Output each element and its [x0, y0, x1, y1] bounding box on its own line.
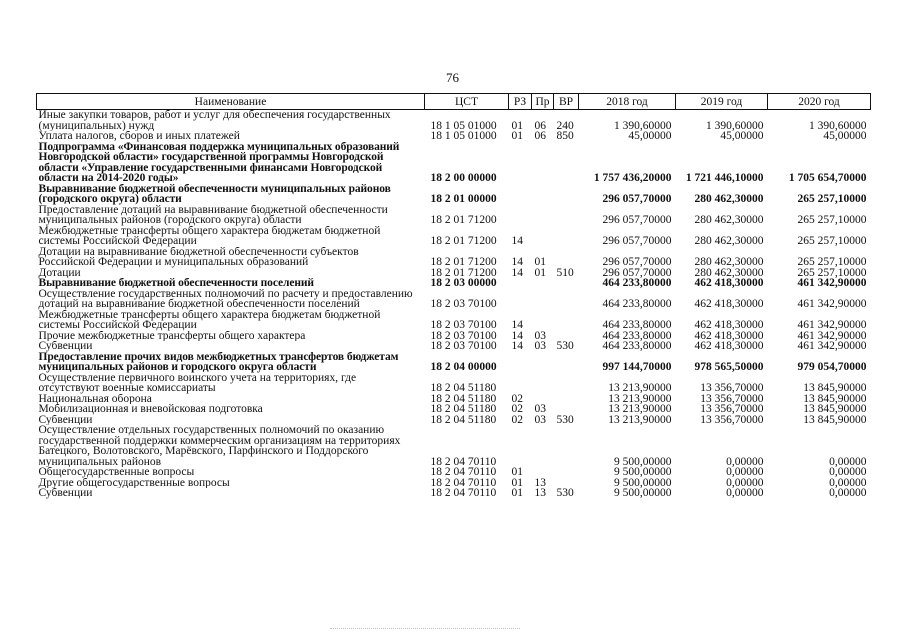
cell-cst: 18 2 03 00000 — [430, 278, 497, 289]
cell-pr: 06 — [534, 131, 546, 142]
cell-pr — [532, 310, 554, 331]
cell-vr — [554, 373, 579, 394]
cell-pr — [532, 352, 554, 373]
cell-name: Выравнивание бюджетной обеспеченности муниципальных районов (городского округа) области — [38, 183, 391, 205]
cell-pr — [532, 184, 554, 205]
cell-name: Дотации на выравнивание бюджетной обеспеченности субъектов Российской Федерации и муниципальных образований — [38, 246, 359, 268]
table-row — [37, 331, 871, 342]
cell-rz — [509, 373, 532, 394]
cell-pr: 03 — [534, 404, 546, 415]
header-name: Наименование — [37, 94, 425, 110]
header-cst: ЦСТ — [425, 94, 509, 110]
cell-rz — [509, 205, 532, 226]
cell-2019: 13 356,70000 — [700, 404, 764, 415]
cell-pr — [532, 425, 554, 467]
cell-pr: 06 — [534, 119, 546, 131]
cell-2019: 0,00000 — [726, 467, 764, 478]
cell-vr — [554, 352, 579, 373]
cell-pr: 03 — [534, 330, 546, 341]
cell-pr — [532, 205, 554, 226]
cell-vr — [554, 205, 579, 226]
cell-2020: 461 342,90000 — [797, 330, 867, 341]
cell-rz: 14 — [511, 341, 523, 352]
cell-2020: 13 845,90000 — [803, 382, 867, 394]
cell-rz: 01 — [511, 119, 523, 131]
table-row — [37, 478, 871, 489]
table-row — [37, 310, 871, 331]
cell-pr — [532, 373, 554, 394]
cell-name: Уплата налогов, сборов и иных платежей — [38, 131, 240, 142]
cell-name: Субвенции — [38, 341, 93, 352]
cell-name: Субвенции — [38, 414, 93, 425]
cell-2020: 461 342,90000 — [797, 341, 867, 352]
cell-vr: 530 — [556, 488, 574, 499]
cell-2020: 265 257,10000 — [797, 267, 867, 278]
table-row — [37, 184, 871, 205]
cell-name: Дотации — [38, 267, 81, 278]
cell-name: Межбюджетные трансферты общего характера бюджетам бюджетной системы Российской Федерации — [38, 225, 381, 247]
cell-2019: 0,00000 — [726, 477, 764, 488]
cell-cst: 18 2 01 71200 — [430, 214, 497, 226]
cell-2018: 296 057,70000 — [602, 214, 672, 226]
cell-name: Субвенции — [38, 488, 93, 499]
cell-vr: 240 — [556, 119, 574, 131]
cell-2019: 978 565,50000 — [694, 361, 764, 373]
cell-name: Межбюджетные трансферты общего характера бюджетам бюджетной системы Российской Федерации — [38, 309, 381, 331]
cell-2019: 462 418,30000 — [694, 278, 764, 289]
cell-pr: 03 — [534, 341, 546, 352]
table-row — [37, 373, 871, 394]
cell-vr — [554, 394, 579, 405]
cell-2019: 1 390,60000 — [706, 119, 764, 131]
cell-pr — [532, 226, 554, 247]
cell-vr — [554, 289, 579, 310]
cell-cst: 18 2 01 71200 — [430, 267, 497, 278]
cell-pr: 03 — [534, 414, 546, 425]
cell-name: Осуществление отдельных государственных полномочий по оказанию государственной поддержки коммерческим организациям на территориях Батецкого, Волотовского, Марёвского, Парфинского и Поддорского муниципальных районов — [38, 425, 401, 467]
table-row — [37, 205, 871, 226]
cell-2020: 979 054,70000 — [797, 361, 867, 373]
cell-2019: 462 418,30000 — [694, 298, 764, 310]
cell-name: Предоставление прочих видов межбюджетных трансфертов бюджетам муниципальных районов и городского округа области — [38, 351, 399, 373]
cell-cst: 18 2 04 51180 — [430, 414, 497, 425]
cell-pr — [532, 278, 554, 289]
cell-rz — [509, 289, 532, 310]
cell-rz: 14 — [511, 256, 523, 268]
cell-2020: 1 390,60000 — [809, 119, 867, 131]
cell-rz: 02 — [511, 393, 523, 404]
cell-rz: 14 — [511, 319, 523, 331]
cell-2020: 0,00000 — [829, 455, 867, 467]
cell-cst: 18 2 04 51180 — [430, 393, 497, 404]
cell-rz — [509, 425, 532, 467]
cell-cst: 18 2 04 51180 — [430, 404, 497, 415]
cell-cst: 18 2 03 70100 — [430, 319, 497, 331]
cell-pr: 01 — [534, 256, 546, 268]
cell-vr — [554, 184, 579, 205]
cell-2018: 1 390,60000 — [614, 119, 672, 131]
cell-2018: 464 233,80000 — [602, 298, 672, 310]
cell-2018: 464 233,80000 — [602, 319, 672, 331]
cell-2019: 1 721 446,10000 — [685, 172, 764, 184]
table-row — [37, 341, 871, 352]
cell-2019: 0,00000 — [726, 488, 764, 499]
cell-name: Предоставление дотаций на выравнивание бюджетной обеспеченности муниципальных районов (городского округа) области — [38, 204, 388, 226]
cell-2019: 280 462,30000 — [694, 256, 764, 268]
cell-cst: 18 1 05 01000 — [430, 131, 497, 142]
table-row — [37, 289, 871, 310]
cell-cst: 18 2 03 70100 — [430, 298, 497, 310]
cell-name: Подпрограмма «Финансовая поддержка муниципальных образований Новгородской области» государственной программы Новгородской области «Управление государственными финансами Новгородской области на 2014-2020 годы» — [38, 141, 400, 184]
cell-2018: 9 500,00000 — [614, 477, 672, 488]
cell-2020: 0,00000 — [829, 488, 867, 499]
cell-2018: 997 144,70000 — [602, 361, 672, 373]
cell-2018: 464 233,80000 — [602, 330, 672, 341]
table-body — [37, 110, 871, 499]
page-number: 76 — [446, 70, 459, 85]
cell-2020: 461 342,90000 — [797, 278, 867, 289]
cell-pr: 13 — [534, 477, 546, 488]
cell-vr: 530 — [556, 414, 574, 425]
cell-cst: 18 2 01 00000 — [430, 193, 497, 205]
cell-2019: 462 418,30000 — [694, 319, 764, 331]
table-row — [37, 404, 871, 415]
header-rz: РЗ — [509, 94, 532, 110]
table-row — [37, 142, 871, 184]
cell-name: Национальная оборона — [38, 393, 152, 404]
cell-2018: 296 057,70000 — [602, 267, 672, 278]
table-row — [37, 467, 871, 478]
cell-rz: 14 — [511, 235, 523, 247]
cell-2020: 13 845,90000 — [803, 404, 867, 415]
cell-2019: 280 462,30000 — [694, 267, 764, 278]
cell-vr — [554, 310, 579, 331]
header-pr: Пр — [532, 94, 554, 110]
cell-2020: 45,00000 — [823, 131, 867, 142]
cell-2019: 45,00000 — [720, 131, 764, 142]
cell-2019: 462 418,30000 — [694, 341, 764, 352]
cell-2019: 0,00000 — [726, 455, 764, 467]
cell-name: Прочие межбюджетные трансферты общего характера — [38, 330, 306, 341]
cell-2020: 265 257,10000 — [797, 214, 867, 226]
cell-2019: 280 462,30000 — [694, 193, 764, 205]
table-row — [37, 352, 871, 373]
cell-2020: 13 845,90000 — [803, 414, 867, 425]
cell-cst: 18 2 04 70110 — [430, 477, 497, 488]
cell-cst: 18 2 04 70110 — [430, 488, 497, 499]
cell-name: Мобилизационная и вневойсковая подготовка — [38, 404, 263, 415]
cell-rz — [509, 184, 532, 205]
cell-2018: 296 057,70000 — [602, 193, 672, 205]
cell-cst: 18 2 00 00000 — [430, 172, 497, 184]
cell-rz: 01 — [511, 131, 523, 142]
cell-vr — [554, 404, 579, 415]
cell-2018: 9 500,00000 — [614, 467, 672, 478]
cell-pr — [532, 142, 554, 184]
header-2020: 2020 год — [768, 94, 871, 110]
cell-rz: 02 — [511, 404, 523, 415]
cell-vr: 510 — [556, 267, 574, 278]
cell-cst: 18 2 04 00000 — [430, 361, 497, 373]
cell-2019: 13 356,70000 — [700, 414, 764, 425]
cell-rz: 01 — [511, 467, 523, 478]
cell-pr — [532, 467, 554, 478]
cell-2018: 13 213,90000 — [608, 382, 672, 394]
cell-name: Общегосударственные вопросы — [38, 467, 195, 478]
table-row — [37, 247, 871, 268]
cell-2018: 13 213,90000 — [608, 393, 672, 404]
cell-name: Иные закупки товаров, работ и услуг для обеспечения государственных (муниципальных) нужд — [38, 109, 391, 131]
cell-2018: 296 057,70000 — [602, 235, 672, 247]
cell-2018: 13 213,90000 — [608, 404, 672, 415]
cell-2018: 13 213,90000 — [608, 414, 672, 425]
cell-vr: 530 — [556, 341, 574, 352]
cell-vr: 850 — [556, 131, 574, 142]
cell-2018: 296 057,70000 — [602, 256, 672, 268]
cell-rz: 14 — [511, 330, 523, 341]
cell-name: Выравнивание бюджетной обеспеченности поселений — [38, 278, 314, 289]
header-2018: 2018 год — [579, 94, 676, 110]
cell-vr — [554, 226, 579, 247]
table-header-row — [37, 94, 871, 110]
cell-2019: 280 462,30000 — [694, 235, 764, 247]
table-row — [37, 278, 871, 289]
cell-cst: 18 2 01 71200 — [430, 235, 497, 247]
cell-vr — [554, 425, 579, 467]
table-row — [37, 394, 871, 405]
cell-2020: 265 257,10000 — [797, 193, 867, 205]
table-row — [37, 488, 871, 499]
table-row — [37, 425, 871, 467]
cell-2019: 462 418,30000 — [694, 330, 764, 341]
cell-cst: 18 2 04 70110 — [430, 455, 497, 467]
cell-name: Осуществление государственных полномочий по расчету и предоставлению дотаций на выравнивание бюджетной обеспеченности поселений — [38, 288, 413, 310]
budget-table — [36, 93, 871, 499]
cell-rz — [509, 278, 532, 289]
cell-vr — [554, 278, 579, 289]
cell-2020: 461 342,90000 — [797, 298, 867, 310]
cell-2020: 0,00000 — [829, 477, 867, 488]
cell-pr — [532, 394, 554, 405]
cell-2019: 280 462,30000 — [694, 214, 764, 226]
cell-2020: 265 257,10000 — [797, 235, 867, 247]
cell-rz: 01 — [511, 488, 523, 499]
cell-2020: 265 257,10000 — [797, 256, 867, 268]
cell-rz: 02 — [511, 414, 523, 425]
cell-vr — [554, 247, 579, 268]
table-row — [37, 415, 871, 426]
header-vr: ВР — [554, 94, 579, 110]
scan-residue-line — [330, 628, 520, 632]
cell-rz — [509, 142, 532, 184]
cell-name: Осуществление первичного воинского учета на территориях, где отсутствуют военные комиссариаты — [38, 372, 357, 394]
cell-cst: 18 1 05 01000 — [430, 119, 497, 131]
cell-2018: 464 233,80000 — [602, 278, 672, 289]
cell-cst: 18 2 04 51180 — [430, 382, 497, 394]
cell-2019: 13 356,70000 — [700, 393, 764, 404]
cell-pr: 01 — [534, 267, 546, 278]
cell-2020: 461 342,90000 — [797, 319, 867, 331]
cell-rz: 01 — [511, 477, 523, 488]
table-row — [37, 131, 871, 142]
table-row — [37, 226, 871, 247]
cell-rz: 14 — [511, 267, 523, 278]
cell-2020: 0,00000 — [829, 467, 867, 478]
cell-cst: 18 2 01 71200 — [430, 256, 497, 268]
cell-vr — [554, 142, 579, 184]
cell-2018: 9 500,00000 — [614, 455, 672, 467]
cell-cst: 18 2 03 70100 — [430, 341, 497, 352]
cell-pr — [532, 289, 554, 310]
cell-cst: 18 2 03 70100 — [430, 330, 497, 341]
table-row — [37, 110, 871, 132]
cell-name: Другие общегосударственные вопросы — [38, 477, 230, 488]
cell-rz — [509, 352, 532, 373]
cell-2019: 13 356,70000 — [700, 382, 764, 394]
cell-vr — [554, 478, 579, 489]
cell-vr — [554, 331, 579, 342]
cell-2018: 9 500,00000 — [614, 488, 672, 499]
cell-cst: 18 2 04 70110 — [430, 467, 497, 478]
cell-2018: 1 757 436,20000 — [593, 172, 672, 184]
cell-2020: 1 705 654,70000 — [788, 172, 867, 184]
header-2019: 2019 год — [676, 94, 768, 110]
table-row — [37, 268, 871, 279]
cell-vr — [554, 467, 579, 478]
cell-2020: 13 845,90000 — [803, 393, 867, 404]
cell-2018: 45,00000 — [628, 131, 672, 142]
cell-2018: 464 233,80000 — [602, 341, 672, 352]
cell-pr: 13 — [534, 488, 546, 499]
